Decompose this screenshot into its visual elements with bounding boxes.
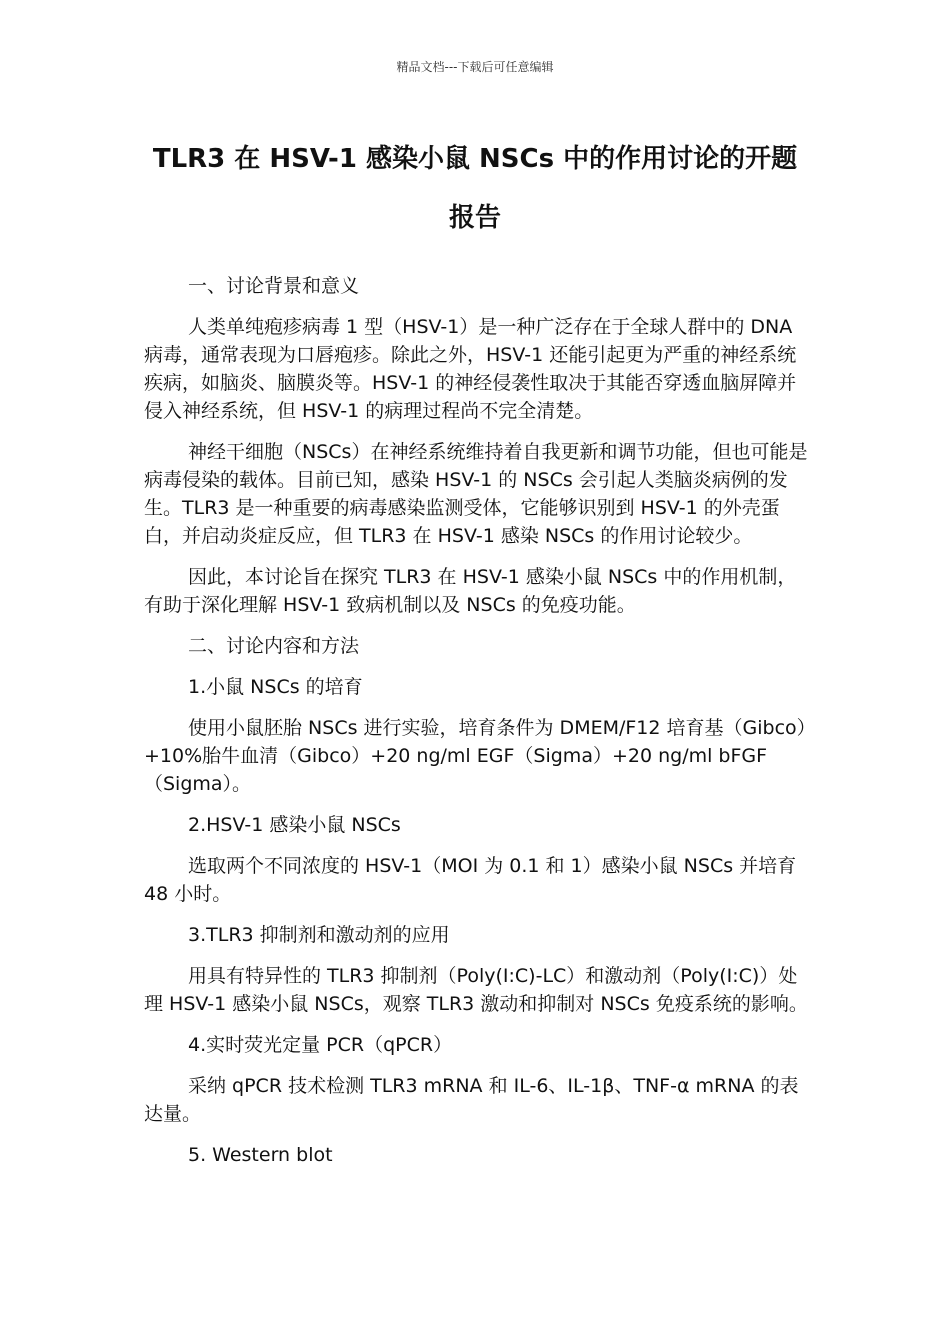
subheading-qpcr: 4.实时荧光定量 PCR（qPCR） <box>188 1034 453 1056</box>
section-heading-methods: 二、讨论内容和方法 <box>188 635 360 657</box>
document-title-line-1: TLR3 在 HSV-1 感染小鼠 NSCs 中的作用讨论的开题 <box>152 144 798 174</box>
paragraph-hsv1-intro: 人类单纯疱疹病毒 1 型（HSV-1）是一种广泛存在于全球人群中的 DNA 病毒，通常表现为口唇疱疹。除此之外，HSV-1 还能引起更为严重的神经系统疾病，如脑炎、脑膜炎等。HSV-1 的神经侵袭性取决于其能否穿透血脑屏障并侵入神经系统，但 HSV-1 的病理过程尚不完全清楚。 <box>144 316 797 422</box>
subheading-tlr3-agents: 3.TLR3 抑制剂和激动剂的应用 <box>188 924 450 946</box>
paragraph-tlr3-treatment: 用具有特异性的 TLR3 抑制剂（Poly(I:C)-LC）和激动剂（Poly(I:C)）处理 HSV-1 感染小鼠 NSCs，观察 TLR3 激动和抑制对 NSCs 免疫系统的影响。 <box>144 965 808 1015</box>
subheading-nscs-culture: 1.小鼠 NSCs 的培育 <box>188 676 363 698</box>
paragraph-qpcr-detection: 采纳 qPCR 技术检测 TLR3 mRNA 和 IL-6、IL-1β、TNF-α mRNA 的表达量。 <box>144 1075 799 1125</box>
document-body <box>144 272 808 1182</box>
paragraph-culture-conditions: 使用小鼠胚胎 NSCs 进行实验，培育条件为 DMEM/F12 培育基（Gibco）+10%胎牛血清（Gibco）+20 ng/ml EGF（Sigma）+20 ng/ml bFGF（Sigma）。 <box>144 717 807 795</box>
subheading-hsv1-infection: 2.HSV-1 感染小鼠 NSCs <box>188 814 401 836</box>
paragraph-purpose: 因此，本讨论旨在探究 TLR3 在 HSV-1 感染小鼠 NSCs 中的作用机制，有助于深化理解 HSV-1 致病机制以及 NSCs 的免疫功能。 <box>144 566 797 616</box>
paragraph-infection-conditions: 选取两个不同浓度的 HSV-1（MOI 为 0.1 和 1）感染小鼠 NSCs 并培育 48 小时。 <box>144 855 797 905</box>
document-title-line-2: 报告 <box>448 203 501 233</box>
header-note: 精品文档---下载后可任意编辑 <box>396 60 554 74</box>
paragraph-nscs-tlr3: 神经干细胞（NSCs）在神经系统维持着自我更新和调节功能，但也可能是病毒侵染的载体。目前已知，感染 HSV-1 的 NSCs 会引起人类脑炎病例的发生。TLR3 是一种重要的病毒感染监测受体，它能够识别到 HSV-1 的外壳蛋白，并启动炎症反应，但 TLR3 在 HSV-1 感染 NSCs 的作用讨论较少。 <box>144 441 808 547</box>
section-heading-background: 一、讨论背景和意义 <box>188 275 360 297</box>
subheading-western-blot: 5. Western blot <box>188 1144 333 1166</box>
